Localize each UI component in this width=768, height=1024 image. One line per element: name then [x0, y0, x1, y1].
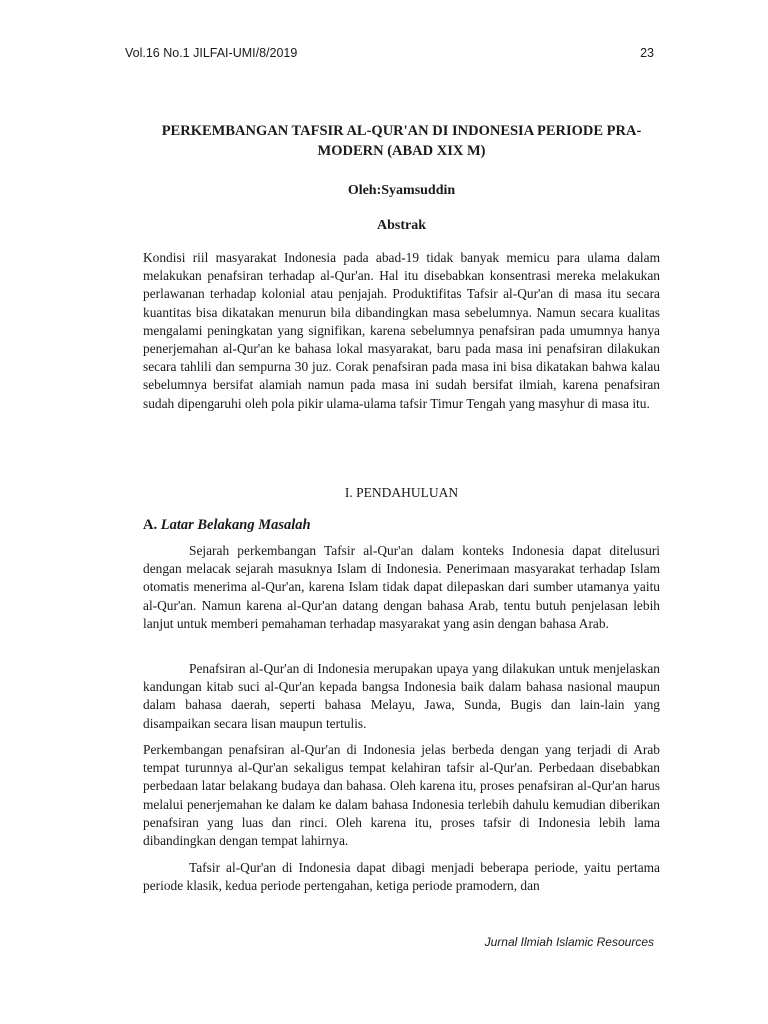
subsection-letter: A. — [143, 517, 158, 533]
article-title — [143, 121, 660, 161]
page-number: 23 — [640, 46, 654, 60]
section-heading: I. PENDAHULUAN — [344, 485, 459, 500]
author-byline: Oleh:Syamsuddin — [347, 183, 456, 198]
body-paragraph-1: Sejarah perkembangan Tafsir al-Qur'an dalam konteks Indonesia dapat ditelusuri dengan melacak sejarah masuknya Islam di Indonesia. Penerimaan masyarakat terhadap Islam otomatis menerima al-Qur'an, karena Islam tidak dapat dilepaskan dari sumber utamanya yaitu al-Qur'an. Namun karena al-Qur'an datang dengan bahasa Arab, tentu butuh penjelasan lebih lanjut untuk memberi pemahaman terhadap masyarakat yang asin dengan bahasa Arab. — [143, 543, 660, 631]
abstract-text: Kondisi riil masyarakat Indonesia pada abad-19 tidak banyak memicu para ulama dalam melakukan penafsiran terhadap al-Qur'an. Hal itu disebabkan konsentrasi mereka melakukan perlawanan terhadap kolonial atau penjajah. Produktifitas Tafsir al-Qur'an di masa itu secara kuantitas bisa dikatakan menurun bila dibandingkan masa sebelumnya. Namun secara kualitas mengalami peningkatan yang signifikan, karena sebelumnya penafsiran pada umumnya hanya penerjemahan al-Qur'an ke bahasa lokal masyarakat, baru pada masa ini penafsiran dilakukan secara tahlili dan sempurna 30 juz. Corak penafsiran pada masa ini bisa dikatakan bahwa kalau sebelumnya bersifat alamiah namun pada masa ini sudah bersifat ilmiah, karena penafsiran sudah dipengaruhi oleh pola pikir ulama-ulama tafsir Timur Tengah yang masyhur di masa itu. — [143, 250, 660, 411]
article-title-line2: MODERN (ABAD XIX M) — [317, 143, 486, 159]
body-paragraph-3: Perkembangan penafsiran al-Qur'an di Indonesia jelas berbeda dengan yang terjadi di Arab tempat turunnya al-Qur'an sekaligus tempat kelahiran tafsir al-Qur'an. Perbedaan disebabkan perbedaan latar belakang budaya dan bahasa. Oleh karena itu, proses penafsiran al-Qur'an harus melalui penerjemahan ke dalam ke dalam bahasa Indonesia terlebih dahulu kemudian diberikan penafsiran yang luas dan rinci. Oleh karena itu, proses tafsir di Indonesia lebih lama dibandingkan dengan tempat lahirnya. — [143, 742, 660, 849]
subsection-heading — [143, 517, 311, 534]
abstract-heading: Abstrak — [376, 218, 426, 233]
running-footer-journal-name: Jurnal Ilmiah Islamic Resources — [484, 935, 654, 949]
subsection-title: Latar Belakang Masalah — [160, 517, 311, 533]
running-header-journal-ref: Vol.16 No.1 JILFAI-UMI/8/2019 — [125, 46, 298, 60]
article-title-line1: PERKEMBANGAN TAFSIR AL-QUR'AN DI INDONESIA PERIODE PRA- — [161, 123, 642, 139]
body-paragraph-2: Penafsiran al-Qur'an di Indonesia merupakan upaya yang dilakukan untuk menjelaskan kandungan kitab suci al-Qur'an kepada bangsa Indonesia baik dalam bahasa nasional maupun dalam bahasa daerah, seperti bahasa Melayu, Jawa, Sunda, Bugis dan lain-lain yang disampaikan secara lisan maupun tertulis. — [143, 661, 660, 731]
body-paragraph-4: Tafsir al-Qur'an di Indonesia dapat dibagi menjadi beberapa periode, yaitu pertama periode klasik, kedua periode pertengahan, ketiga periode pramodern, dan — [143, 860, 660, 894]
